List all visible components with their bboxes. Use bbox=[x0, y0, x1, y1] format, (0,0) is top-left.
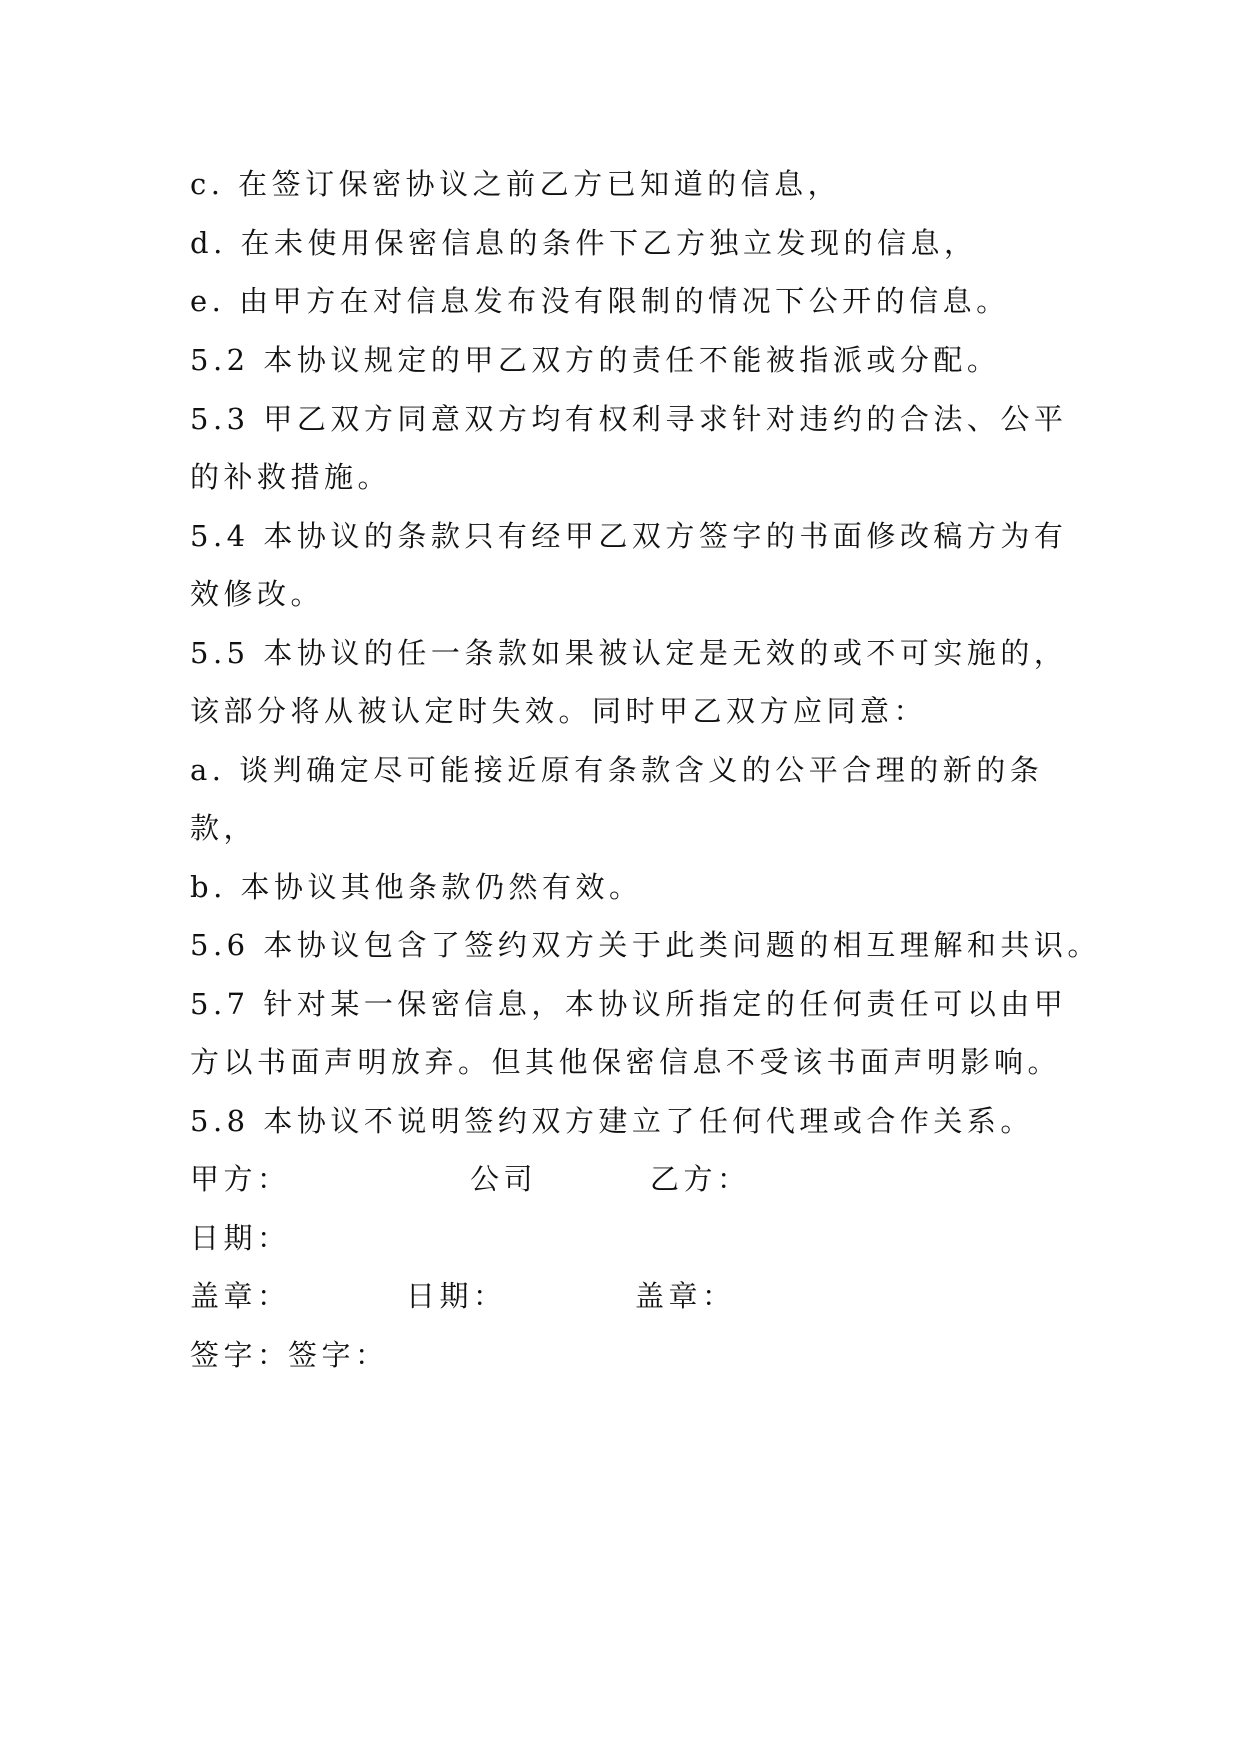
clause-5-4: 5.4 本协议的条款只有经甲乙双方签字的书面修改稿方为有 bbox=[190, 519, 1068, 553]
party-b-label: 乙方： bbox=[650, 1162, 751, 1196]
clause-5-2: 5.2 本协议规定的甲乙双方的责任不能被指派或分配。 bbox=[190, 343, 1001, 377]
clause-5-5-cont: 该部分将从被认定时失效。同时甲乙双方应同意： bbox=[190, 694, 928, 728]
date-label-1: 日期： bbox=[190, 1221, 291, 1255]
clause-5-8: 5.8 本协议不说明签约双方建立了任何代理或合作关系。 bbox=[190, 1104, 1034, 1138]
seal-label-a: 盖章： bbox=[190, 1279, 291, 1313]
clause-e: e. 由甲方在对信息发布没有限制的情况下公开的信息。 bbox=[190, 284, 1010, 318]
clause-5-7: 5.7 针对某一保密信息，本协议所指定的任何责任可以由甲 bbox=[190, 987, 1068, 1021]
clause-5-3: 5.3 甲乙双方同意双方均有权利寻求针对违约的合法、公平 bbox=[190, 402, 1068, 436]
clause-5-3-cont: 的补救措施。 bbox=[190, 460, 392, 494]
company-label: 公司 bbox=[470, 1162, 538, 1196]
sign-label-a: 签字： bbox=[190, 1338, 291, 1372]
clause-a: a. 谈判确定尽可能接近原有条款含义的公平合理的新的条 bbox=[190, 753, 1044, 787]
clause-5-7-cont: 方以书面声明放弃。但其他保密信息不受该书面声明影响。 bbox=[190, 1045, 1062, 1079]
clause-5-5: 5.5 本协议的任一条款如果被认定是无效的或不可实施的， bbox=[190, 636, 1068, 670]
clause-b: b. 本协议其他条款仍然有效。 bbox=[190, 870, 643, 904]
clause-5-6: 5.6 本协议包含了签约双方关于此类问题的相互理解和共识。 bbox=[190, 928, 1101, 962]
date-label-2: 日期： bbox=[406, 1279, 507, 1313]
clause-a-cont: 款， bbox=[190, 811, 258, 845]
clause-5-4-cont: 效修改。 bbox=[190, 577, 325, 611]
seal-label-b: 盖章： bbox=[635, 1279, 736, 1313]
clause-d: d. 在未使用保密信息的条件下乙方独立发现的信息， bbox=[190, 226, 978, 260]
sign-label-b: 签字： bbox=[288, 1338, 389, 1372]
party-a-label: 甲方： bbox=[190, 1162, 291, 1196]
clause-c: c. 在签订保密协议之前乙方已知道的信息， bbox=[190, 167, 842, 201]
